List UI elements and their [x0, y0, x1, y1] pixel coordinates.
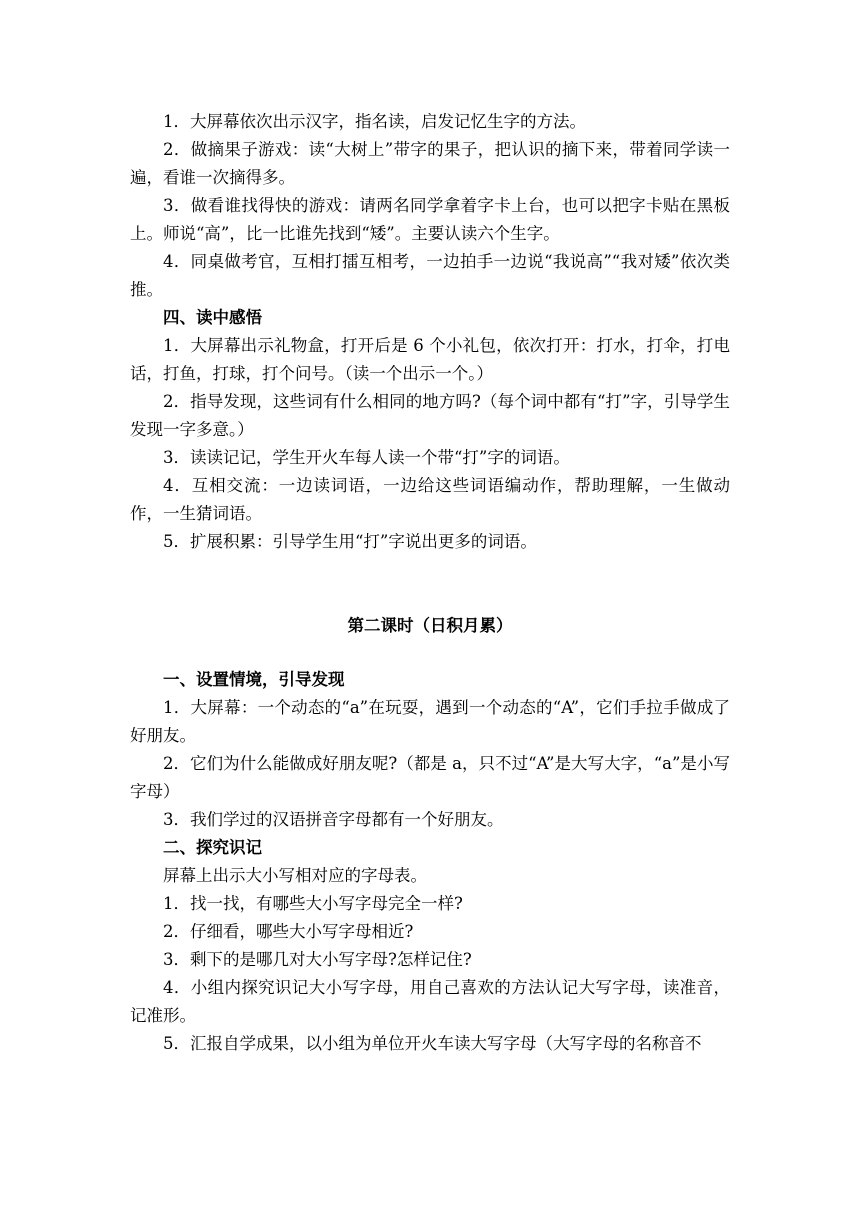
document-page [130, 108, 730, 1058]
lesson2-task-3: 3．剩下的是哪几对大小写字母?怎样记住? [163, 950, 472, 969]
section4-item-5: 5．扩展积累：引导学生用“打”字说出更多的词语。 [163, 532, 537, 551]
lesson2-step-3: 3．我们学过的汉语拼音字母都有一个好朋友。 [163, 810, 504, 829]
lesson2-heading-1: 一、设置情境，引导发现 [163, 670, 345, 689]
lesson2-step-2: 2．它们为什么能做成好朋友呢?（都是 a，只不过“A”是大写大字，“a”是小写字母） [130, 754, 730, 801]
section-heading-4: 四、读中感悟 [163, 308, 262, 327]
lesson2-task-5: 5．汇报自学成果，以小组为单位开火车读大写字母（大写字母的名称音不 [163, 1034, 702, 1053]
section4-item-4: 4．互相交流：一边读词语，一边给这些词语编动作，帮助理解，一生做动作，一生猜词语。 [130, 476, 730, 523]
paragraph-3: 3．做看谁找得快的游戏：请两名同学拿着字卡上台，也可以把字卡贴在黑板上。师说“高”，比一比谁先找到“矮”。主要认读六个生字。 [130, 196, 730, 243]
lesson2-intro: 屏幕上出示大小写相对应的字母表。 [163, 866, 427, 885]
lesson2-task-1: 1．找一找，有哪些大小写字母完全一样? [163, 894, 463, 913]
lesson2-task-4: 4．小组内探究识记大小写字母，用自己喜欢的方法认记大写字母，读准音，记准形。 [130, 978, 730, 1025]
section4-item-3: 3．读读记记，学生开火车每人读一个带“打”字的词语。 [163, 448, 570, 467]
lesson-two-section [130, 612, 730, 1058]
lesson2-step-1: 1．大屏幕：一个动态的“a”在玩耍，遇到一个动态的“A”，它们手拉手做成了好朋友。 [130, 698, 730, 745]
lesson2-heading-2: 二、探究识记 [163, 838, 262, 857]
section4-item-2: 2．指导发现，这些词有什么相同的地方吗?（每个词中都有“打”字，引导学生发现一字多意。） [130, 392, 730, 439]
lesson2-task-2: 2．仔细看，哪些大小写字母相近? [163, 922, 414, 941]
paragraph-1: 1．大屏幕依次出示汉字，指名读，启发记忆生字的方法。 [163, 112, 586, 131]
paragraph-2: 2．做摘果子游戏：读“大树上”带字的果子，把认识的摘下来，带着同学读一遍，看谁一次摘得多。 [130, 140, 730, 187]
lesson-title: 第二课时（日积月累） [347, 616, 513, 635]
section4-item-1: 1．大屏幕出示礼物盒，打开后是 6 个小礼包，依次打开：打水，打伞，打电话，打鱼，打球，打个问号。（读一个出示一个。） [130, 336, 730, 383]
paragraph-4: 4．同桌做考官，互相打擂互相考，一边拍手一边说“我说高”“我对矮”依次类推。 [130, 252, 730, 299]
